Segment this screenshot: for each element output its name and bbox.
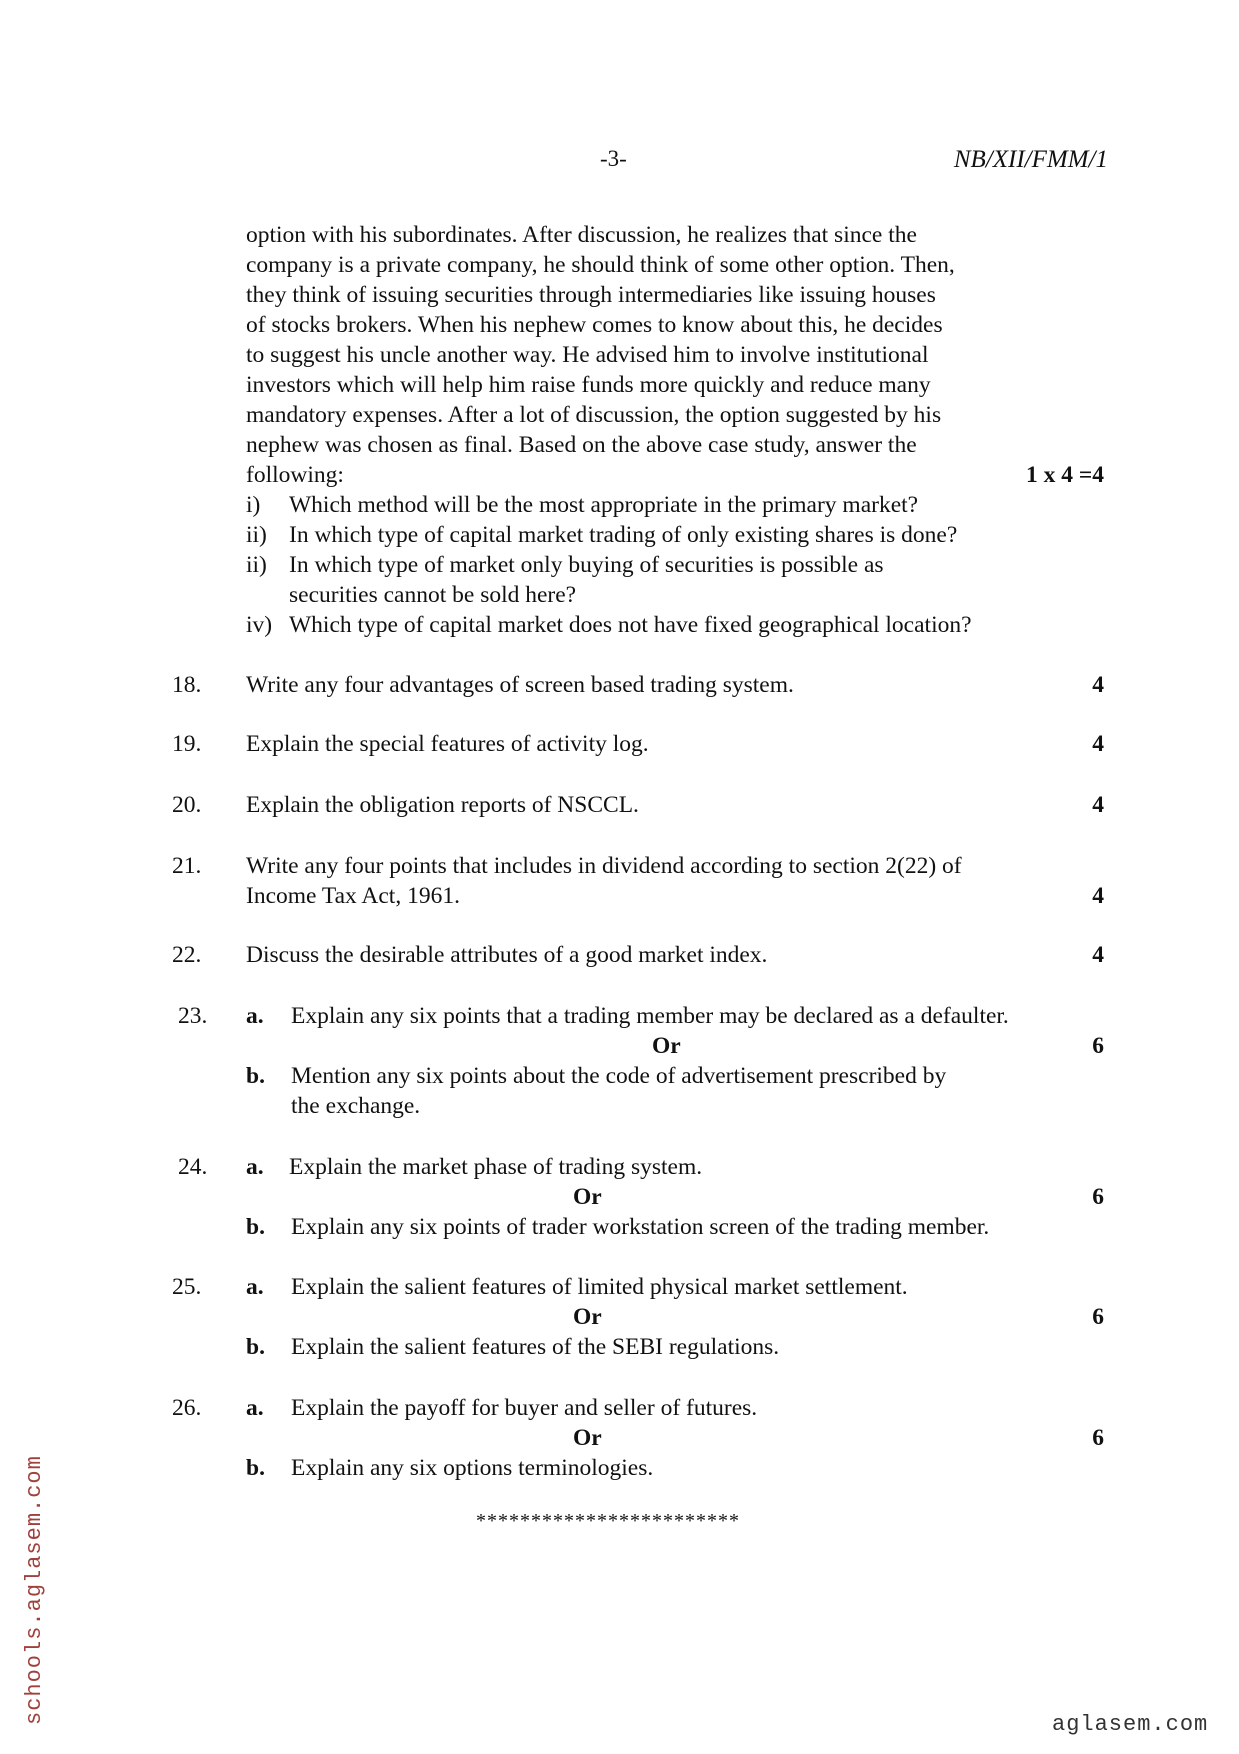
case-study-paragraph — [246, 220, 955, 490]
option-label: a. — [246, 1003, 264, 1029]
or-separator: Or — [652, 1033, 681, 1059]
question-number: 21. — [172, 853, 202, 879]
question-text: Explain the obligation reports of NSCCL. — [246, 792, 639, 818]
option-text: Explain any six points that a trading member may be declared as a defaulter. — [291, 1003, 1009, 1029]
sub-question-text: Which type of capital market does not have fixed geographical location? — [289, 612, 972, 638]
side-watermark: schools.aglasem.com — [22, 1455, 47, 1725]
sub-question-text: In which type of capital market trading of only existing shares is done? — [289, 522, 958, 548]
case-line: following: — [246, 462, 344, 488]
or-separator: Or — [573, 1425, 602, 1451]
sub-question-number: ii) — [246, 552, 267, 578]
option-text: Explain the payoff for buyer and seller of futures. — [291, 1395, 758, 1421]
option-text-continued: the exchange. — [291, 1093, 421, 1119]
sub-question-text-continued: securities cannot be sold here? — [289, 582, 577, 608]
question-text: Write any four points that includes in dividend according to section 2(22) of — [246, 853, 962, 879]
question-number: 19. — [172, 731, 202, 757]
case-line: they think of issuing securities through intermediaries like issuing houses — [246, 282, 936, 308]
option-text: Explain the market phase of trading system. — [289, 1154, 703, 1180]
case-line: option with his subordinates. After discussion, he realizes that since the — [246, 222, 917, 248]
question-marks: 6 — [1092, 1304, 1104, 1330]
option-text: Mention any six points about the code of advertisement prescribed by — [291, 1063, 947, 1089]
question-marks: 6 — [1092, 1425, 1104, 1451]
option-text: Explain the salient features of limited physical market settlement. — [291, 1274, 908, 1300]
or-separator: Or — [573, 1184, 602, 1210]
question-number: 22. — [172, 942, 202, 968]
option-label: b. — [246, 1063, 265, 1089]
page-number: -3- — [600, 146, 627, 171]
option-label: a. — [246, 1274, 264, 1300]
sub-question-number: ii) — [246, 522, 267, 548]
question-text-continued: Income Tax Act, 1961. — [246, 883, 460, 909]
option-label: b. — [246, 1214, 265, 1240]
question-marks: 4 — [1092, 731, 1104, 757]
sub-question-text: In which type of market only buying of securities is possible as — [289, 552, 884, 578]
sub-question-number: iv) — [246, 612, 273, 638]
option-label: a. — [246, 1154, 264, 1180]
question-number: 23. — [178, 1003, 208, 1029]
question-number: 18. — [172, 672, 202, 698]
question-number: 25. — [172, 1274, 202, 1300]
document-code: NB/XII/FMM/1 — [953, 146, 1108, 173]
case-line: to suggest his uncle another way. He advised him to involve institutional — [246, 342, 929, 368]
sub-question-text: Which method will be the most appropriate in the primary market? — [289, 492, 919, 518]
case-line: investors which will help him raise funds more quickly and reduce many — [246, 372, 931, 398]
bottom-watermark: aglasem.com — [1052, 1712, 1209, 1737]
option-label: b. — [246, 1334, 265, 1360]
option-text: Explain any six options terminologies. — [291, 1455, 654, 1481]
option-label: a. — [246, 1395, 264, 1421]
question-marks: 4 — [1092, 942, 1104, 968]
option-text: Explain any six points of trader workstation screen of the trading member. — [291, 1214, 990, 1240]
case-line: mandatory expenses. After a lot of discussion, the option suggested by his — [246, 402, 942, 428]
case-study-marks: 1 x 4 =4 — [1025, 462, 1104, 488]
question-marks: 6 — [1092, 1033, 1104, 1059]
question-marks: 6 — [1092, 1184, 1104, 1210]
case-line: company is a private company, he should think of some other option. Then, — [246, 252, 955, 278]
case-line: nephew was chosen as final. Based on the above case study, answer the — [246, 432, 917, 458]
end-of-paper-stars: ************************ — [476, 1510, 740, 1532]
question-text: Write any four advantages of screen based trading system. — [246, 672, 794, 698]
case-line: of stocks brokers. When his nephew comes to know about this, he decides — [246, 312, 943, 338]
question-text: Discuss the desirable attributes of a good market index. — [246, 942, 768, 968]
question-marks: 4 — [1092, 792, 1104, 818]
question-number: 20. — [172, 792, 202, 818]
question-number: 26. — [172, 1395, 202, 1421]
question-number: 24. — [178, 1154, 208, 1180]
sub-question-number: i) — [246, 492, 261, 518]
question-marks: 4 — [1092, 883, 1104, 909]
option-label: b. — [246, 1455, 265, 1481]
or-separator: Or — [573, 1304, 602, 1330]
question-marks: 4 — [1092, 672, 1104, 698]
question-text: Explain the special features of activity log. — [246, 731, 649, 757]
option-text: Explain the salient features of the SEBI regulations. — [291, 1334, 780, 1360]
